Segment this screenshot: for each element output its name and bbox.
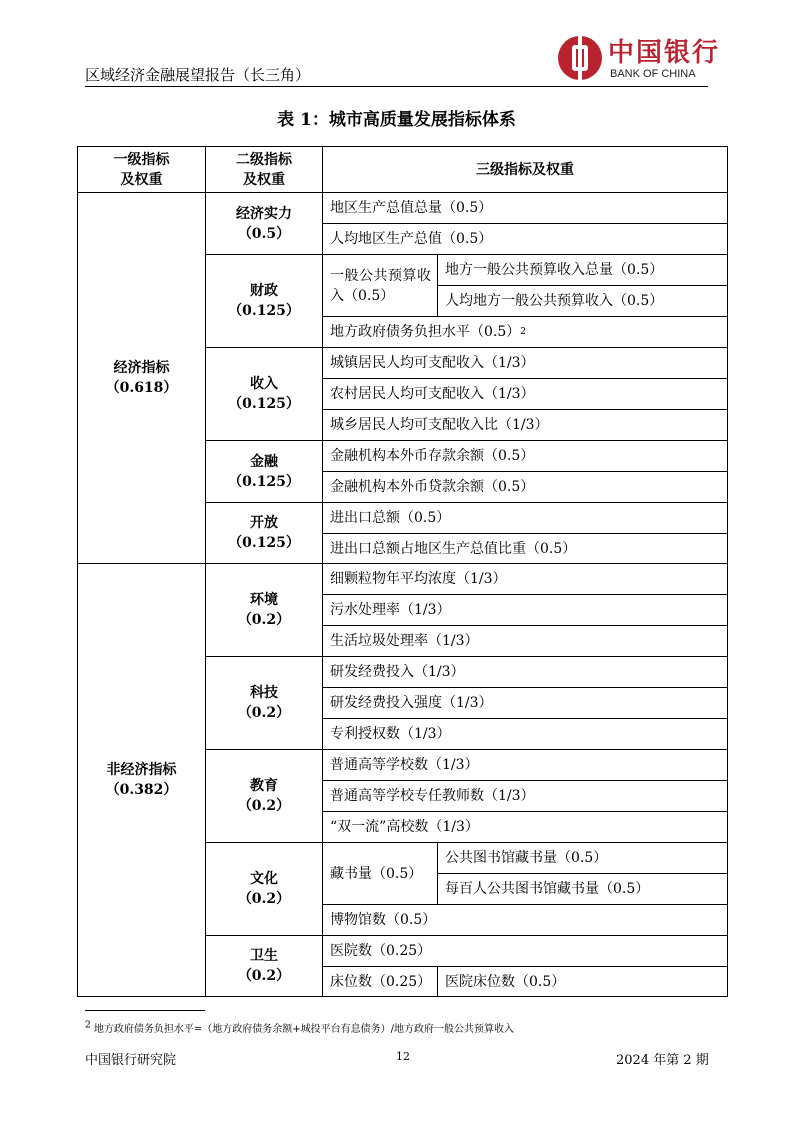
level1-economic [77,192,206,564]
level2-name: 开放 [250,515,278,531]
level3-item: 金融机构本外币存款余额（0.5） [322,440,728,472]
level3-item-with-note [322,316,728,348]
level1-non-economic-name: 非经济指标 [106,762,177,778]
level2-culture [205,842,323,936]
header-level1-line1: 一级指标 [113,151,170,168]
level2-weight: （0.2） [237,798,291,814]
level1-non-economic-weight: （0.382） [105,782,178,798]
level3-item: 普通高等学校数（1/3） [322,749,728,781]
level3-item: 公共图书馆藏书量（0.5） [437,842,728,874]
level2-technology [205,656,323,750]
header-level1-line2: 及权重 [120,171,163,188]
level1-economic-name: 经济指标 [113,360,170,376]
level3-group: 床位数（0.25） [322,966,438,997]
report-title: 区域经济金融展望报告（长三角） [85,66,311,84]
level2-weight: （0.125） [228,303,300,319]
level3-item: 进出口总额占地区生产总值比重（0.5） [322,533,728,564]
level2-name: 金融 [250,453,278,470]
level2-name: 科技 [250,685,278,701]
level2-name: 环境 [250,592,278,608]
footer-institute: 中国银行研究院 [85,1053,177,1068]
header-level1 [77,146,206,193]
bank-of-china-logo-icon [558,36,602,80]
level3-item: 医院数（0.25） [322,935,728,967]
level3-item: 污水处理率（1/3） [322,594,728,626]
level2-weight: （0.5） [237,225,291,242]
logo-chinese-text: 中国银行 [608,38,721,68]
level3-group: 藏书量（0.5） [322,842,438,905]
level1-economic-weight: （0.618） [105,380,178,396]
level3-item-text: 地方政府债务负担水平（0.5） [330,324,521,340]
level2-economic-strength [205,192,323,255]
level2-weight: （0.125） [228,396,300,412]
page-number: 12 [396,1050,410,1063]
level2-name: 财政 [250,283,278,299]
level3-item: 城镇居民人均可支配收入（1/3） [322,347,728,379]
level2-finance [205,440,323,503]
level3-item: 农村居民人均可支配收入（1/3） [322,378,728,410]
header-level3: 三级指标及权重 [322,146,728,193]
header-level2-line2: 及权重 [243,171,285,188]
logo-english-text: BANK OF CHINA [610,68,696,80]
level3-group: 一般公共预算收入（0.5） [322,254,438,317]
level2-weight: （0.2） [237,891,291,907]
indicator-table [77,146,728,997]
level3-item: 研发经费投入（1/3） [322,656,728,688]
level2-environment [205,563,323,657]
footnote-mark: 2 [85,1020,91,1031]
level2-name: 经济实力 [236,205,292,222]
level3-item: 博物馆数（0.5） [322,904,728,936]
level3-item: 普通高等学校专任教师数（1/3） [322,780,728,812]
level3-item: 金融机构本外币贷款余额（0.5） [322,471,728,503]
bank-logo [558,32,721,84]
footnote-divider [85,1010,205,1011]
level2-name: 卫生 [250,948,278,964]
level3-item: 地方一般公共预算收入总量（0.5） [437,254,728,286]
table-caption: 表 1：城市高质量发展指标体系 [277,110,516,130]
level3-item: 细颗粒物年平均浓度（1/3） [322,563,728,595]
level3-item: 每百人公共图书馆藏书量（0.5） [437,873,728,905]
footnote-ref: 2 [520,327,526,337]
header-level2-line1: 二级指标 [236,151,292,168]
level3-item: “双一流”高校数（1/3） [322,811,728,843]
level2-weight: （0.2） [237,612,291,628]
level3-item: 医院床位数（0.5） [437,966,728,997]
header-level2 [205,146,323,193]
header-divider [85,86,708,87]
level2-income [205,347,323,441]
level2-name: 收入 [250,376,278,392]
level2-health [205,935,323,997]
level2-openness [205,502,323,564]
level3-item: 地区生产总值总量（0.5） [322,192,728,224]
level3-item: 进出口总额（0.5） [322,502,728,534]
level3-item: 研发经费投入强度（1/3） [322,687,728,719]
level3-item: 专利授权数（1/3） [322,718,728,750]
level3-item: 人均地区生产总值（0.5） [322,223,728,255]
level2-name: 文化 [250,871,278,887]
level3-item: 人均地方一般公共预算收入（0.5） [437,285,728,317]
level2-fiscal [205,254,323,348]
footnote [85,1020,514,1035]
level3-item: 城乡居民人均可支配收入比（1/3） [322,409,728,441]
level3-item: 生活垃圾处理率（1/3） [322,625,728,657]
level2-weight: （0.2） [237,705,291,721]
level1-non-economic [77,563,206,997]
level2-name: 教育 [250,778,278,794]
level2-weight: （0.125） [228,473,300,490]
level2-weight: （0.125） [228,535,300,551]
level2-education [205,749,323,843]
footnote-text: 地方政府债务负担水平=（地方政府债务余额+城投平台有息债务）/地方政府一般公共预算收入 [93,1024,515,1035]
footer-issue: 2024 年第 2 期 [616,1053,709,1068]
level2-weight: （0.2） [237,968,291,984]
